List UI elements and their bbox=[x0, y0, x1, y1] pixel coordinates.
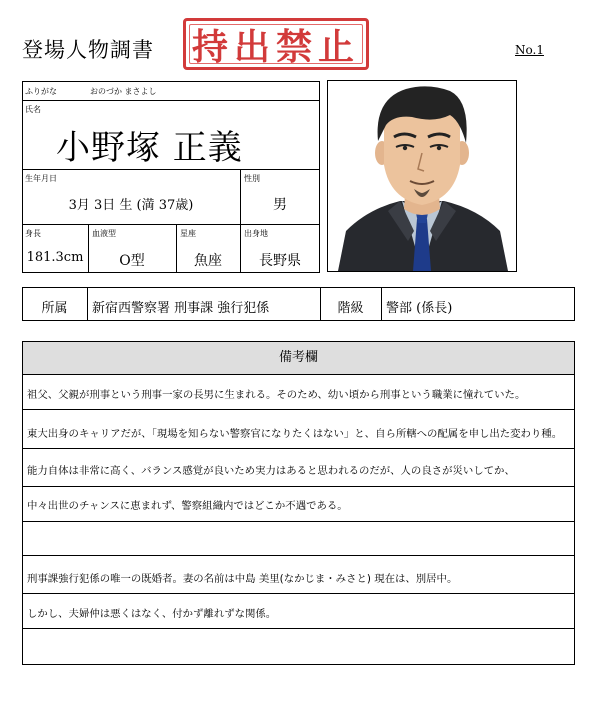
remarks-line-text: 中々出世のチャンスに恵まれず、警察組織内ではどこか不遇である。 bbox=[27, 500, 348, 512]
gender-label: 性別 bbox=[244, 174, 260, 183]
name-label: 氏名 bbox=[25, 105, 41, 114]
row-divider bbox=[22, 100, 320, 101]
portrait-icon bbox=[328, 81, 516, 271]
remarks-line bbox=[22, 521, 575, 522]
blood-value: O型 bbox=[119, 253, 145, 269]
remarks-line-text: 東大出身のキャリアだが、「現場を知らない警察官になりたくはない」と、自ら所轄への配属を申し出た変わり種。 bbox=[27, 428, 563, 440]
document-title: 登場人物調書 bbox=[22, 38, 154, 62]
character-portrait bbox=[327, 80, 517, 272]
col-divider bbox=[87, 287, 88, 321]
affiliation-value: 新宿西警察署 刑事課 強行犯係 bbox=[92, 301, 270, 316]
hometown-value: 長野県 bbox=[259, 253, 301, 269]
profile-table bbox=[22, 81, 320, 273]
birth-value: 3月 3日 生 (満 37歳) bbox=[68, 198, 194, 213]
remarks-line bbox=[22, 448, 575, 449]
remarks-line-text: しかし、夫婦仲は悪くはなく、付かず離れずな関係。 bbox=[27, 608, 277, 620]
remarks-line-text: 刑事課強行犯係の唯一の既婚者。妻の名前は中島 美里(なかじま・みさと) 現在は、別居中。 bbox=[27, 573, 458, 585]
sign-label: 星座 bbox=[180, 229, 196, 238]
remarks-line bbox=[22, 409, 575, 410]
remarks-header: 備考欄 bbox=[23, 342, 574, 375]
rank-label: 階級 bbox=[337, 301, 364, 316]
furigana-value: おのづか まさよし bbox=[90, 87, 157, 96]
furigana-label: ふりがな bbox=[25, 87, 57, 96]
hometown-label: 出身地 bbox=[244, 229, 268, 238]
height-label: 身長 bbox=[25, 229, 41, 238]
remarks-line bbox=[22, 628, 575, 629]
row-divider bbox=[22, 224, 320, 225]
affiliation-label: 所属 bbox=[41, 301, 68, 316]
name-value: 小野塚 正義 bbox=[56, 128, 243, 168]
blood-label: 血液型 bbox=[92, 229, 116, 238]
sign-value: 魚座 bbox=[194, 253, 222, 269]
document-number: No.1 bbox=[515, 43, 544, 57]
col-divider bbox=[381, 287, 382, 321]
rank-value: 警部 (係長) bbox=[386, 301, 453, 316]
birth-label: 生年月日 bbox=[25, 174, 57, 183]
remarks-line bbox=[22, 555, 575, 556]
gender-value: 男 bbox=[273, 197, 287, 213]
remarks-line bbox=[22, 593, 575, 594]
height-value: 181.3cm bbox=[26, 250, 84, 265]
remarks-line-text: 祖父、父親が刑事という刑事一家の長男に生まれる。そのため、幼い頃から刑事という職業に憧れていた。 bbox=[27, 389, 526, 401]
remarks-line bbox=[22, 486, 575, 487]
confidential-stamp: 持出禁止 bbox=[183, 18, 369, 70]
remarks-line-text: 能力自体は非常に高く、バランス感覚が良いため実力はあると思われるのだが、人の良さが災いしてか、 bbox=[27, 465, 515, 477]
row-divider bbox=[22, 169, 320, 170]
